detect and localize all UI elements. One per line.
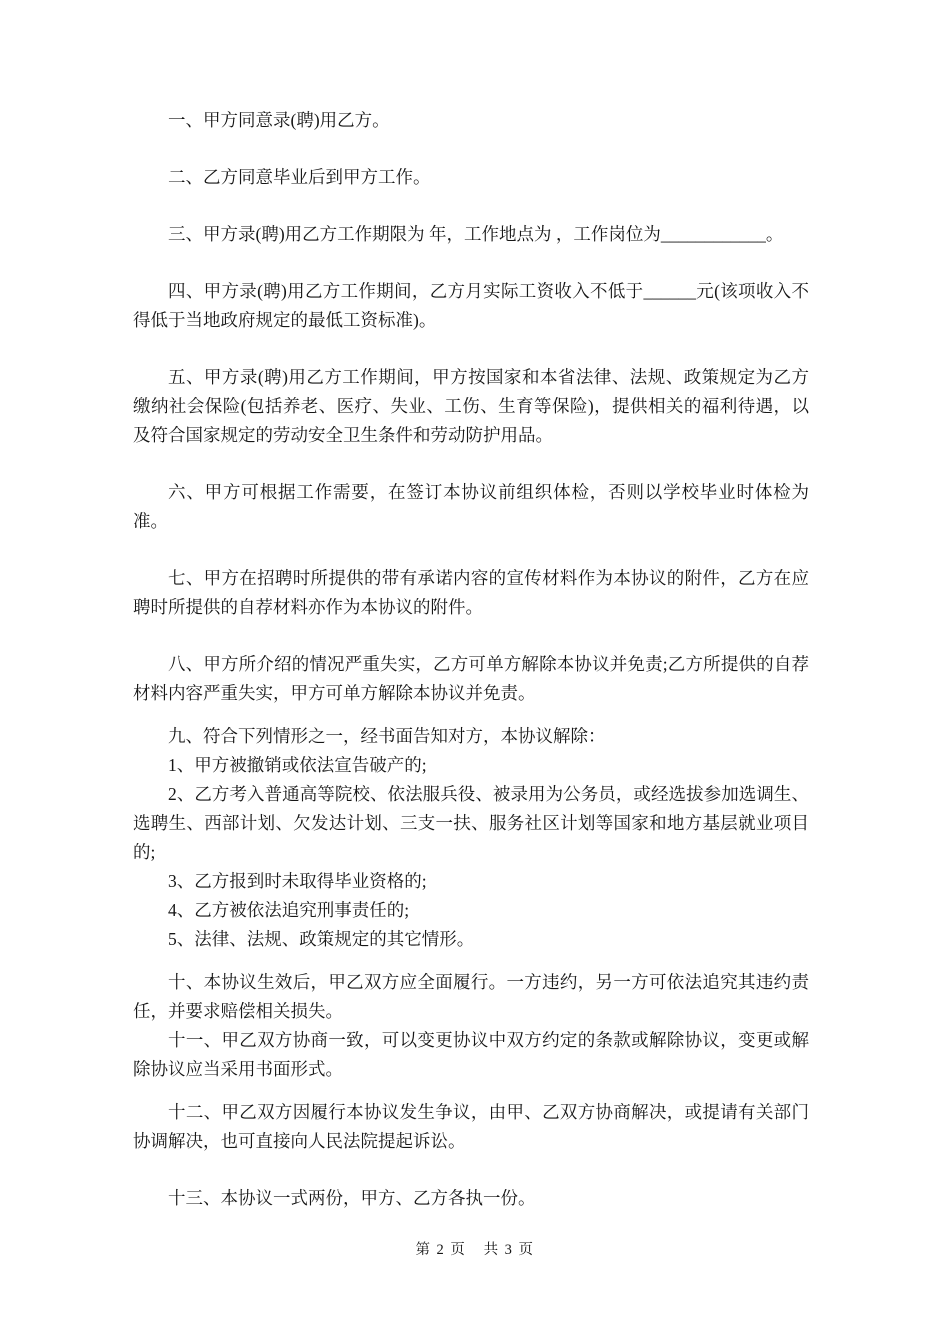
clause-8: 八、甲方所介绍的情况严重失实，乙方可单方解除本协议并免责;乙方所提供的自荐材料内容严重失实，甲方可单方解除本协议并免责。 bbox=[133, 654, 809, 703]
document-body bbox=[133, 106, 809, 1213]
clause-3: 三、甲方录(聘)用乙方工作期限为 年，工作地点为 ，工作岗位为____________。 bbox=[168, 224, 784, 244]
clause-6: 六、甲方可根据工作需要，在签订本协议前组织体检，否则以学校毕业时体检为准。 bbox=[133, 482, 809, 531]
clause-5: 五、甲方录(聘)用乙方工作期间，甲方按国家和本省法律、法规、政策规定为乙方缴纳社会保险(包括养老、医疗、失业、工伤、生育等保险)，提供相关的福利待遇，以及符合国家规定的劳动安全卫生条件和劳动防护用品。 bbox=[133, 367, 809, 445]
clause-12: 十二、甲乙双方因履行本协议发生争议，由甲、乙双方协商解决，或提请有关部门协调解决，也可直接向人民法院提起诉讼。 bbox=[133, 1102, 809, 1151]
clause-9-item-5: 5、法律、法规、政策规定的其它情形。 bbox=[168, 929, 475, 949]
clause-9-item-1: 1、甲方被撤销或依法宣告破产的; bbox=[168, 755, 427, 775]
clause-13: 十三、本协议一式两份，甲方、乙方各执一份。 bbox=[168, 1188, 536, 1208]
clause-9-item-2: 2、乙方考入普通高等院校、依法服兵役、被录用为公务员，或经选拔参加选调生、选聘生、西部计划、欠发达计划、三支一扶、服务社区计划等国家和地方基层就业项目的; bbox=[133, 784, 809, 862]
clause-11: 十一、甲乙双方协商一致，可以变更协议中双方约定的条款或解除协议，变更或解除协议应当采用书面形式。 bbox=[133, 1030, 809, 1079]
total-pages-indicator: 共 3 页 bbox=[483, 1242, 535, 1258]
clause-2: 二、乙方同意毕业后到甲方工作。 bbox=[168, 167, 431, 187]
clause-4: 四、甲方录(聘)用乙方工作期间，乙方月实际工资收入不低于______元(该项收入不得低于当地政府规定的最低工资标准)。 bbox=[133, 281, 809, 330]
page-footer bbox=[0, 1238, 950, 1259]
clause-1: 一、甲方同意录(聘)用乙方。 bbox=[168, 110, 390, 130]
clause-10: 十、本协议生效后，甲乙双方应全面履行。一方违约，另一方可依法追究其违约责任，并要求赔偿相关损失。 bbox=[133, 972, 809, 1021]
clause-9-item-3: 3、乙方报到时未取得毕业资格的; bbox=[168, 871, 427, 891]
clause-9-item-4: 4、乙方被依法追究刑事责任的; bbox=[168, 900, 410, 920]
page-number-indicator: 第 2 页 bbox=[415, 1242, 467, 1258]
clause-9: 九、符合下列情形之一，经书面告知对方，本协议解除： bbox=[168, 726, 606, 746]
clause-7: 七、甲方在招聘时所提供的带有承诺内容的宣传材料作为本协议的附件，乙方在应聘时所提供的自荐材料亦作为本协议的附件。 bbox=[133, 568, 809, 617]
